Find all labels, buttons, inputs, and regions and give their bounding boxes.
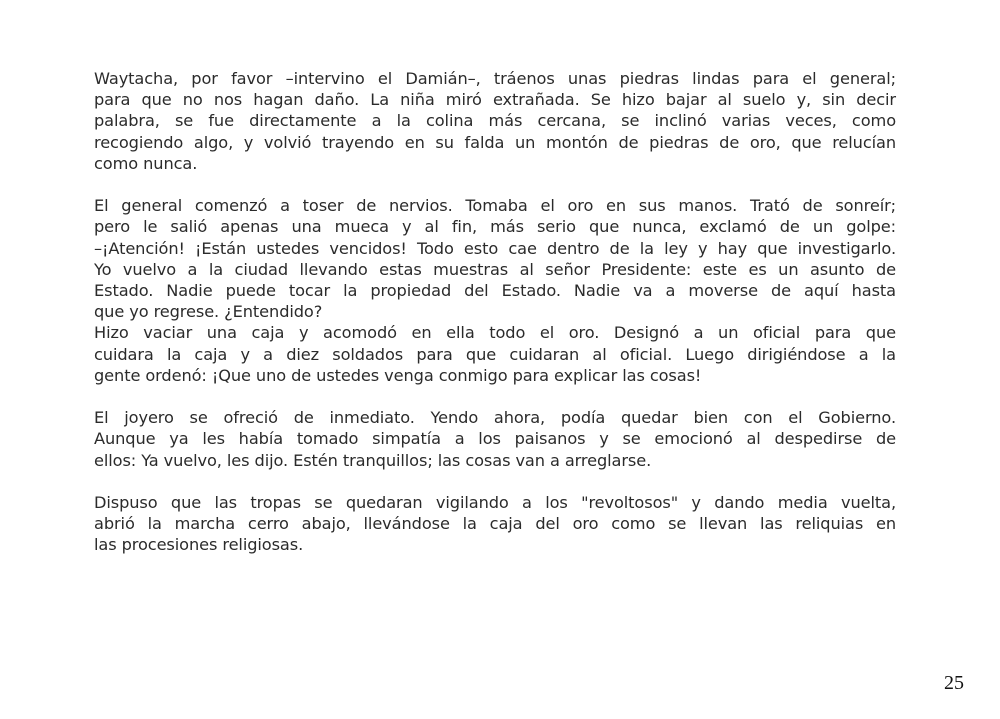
paragraph-1 xyxy=(94,68,896,174)
text-line: ellos: Ya vuelvo, les dijo. Estén tranquillos; las cosas van a arreglarse. xyxy=(94,450,652,470)
text-line: Aunque ya les había tomado simpatía a los paisanos y se emocionó al despedirse de xyxy=(94,429,896,449)
text-line: que yo regrese. ¿Entendido? xyxy=(94,302,323,322)
paragraph-5 xyxy=(94,492,896,556)
text-line: El joyero se ofreció de inmediato. Yendo ahora, podía quedar bien con el Gobierno. xyxy=(94,408,896,428)
paragraph-4 xyxy=(94,407,896,471)
text-line: –¡Atención! ¡Están ustedes vencidos! Todo esto cae dentro de la ley y hay que investigarlo. xyxy=(94,238,896,258)
page-number: 25 xyxy=(944,672,964,694)
text-line: El general comenzó a toser de nervios. Tomaba el oro en sus manos. Trató de sonreír; xyxy=(94,196,896,216)
text-line: Hizo vaciar una caja y acomodó en ella todo el oro. Designó a un oficial para que xyxy=(94,323,896,343)
paragraph-3 xyxy=(94,322,896,386)
text-line: gente ordenó: ¡Que uno de ustedes venga conmigo para explicar las cosas! xyxy=(94,365,702,385)
text-line: Estado. Nadie puede tocar la propiedad del Estado. Nadie va a moverse de aquí hasta xyxy=(94,281,896,301)
body-text xyxy=(94,68,896,577)
text-line: pero le salió apenas una mueca y al fin, más serio que nunca, exclamó de un golpe: xyxy=(94,217,896,237)
text-line: recogiendo algo, y volvió trayendo en su falda un montón de piedras de oro, que relucían xyxy=(94,132,896,152)
paragraph-2 xyxy=(94,195,896,322)
text-line: cuidara la caja y a diez soldados para que cuidaran al oficial. Luego dirigiéndose a la xyxy=(94,344,896,364)
text-line: Yo vuelvo a la ciudad llevando estas muestras al señor Presidente: este es un asunto de xyxy=(94,259,896,279)
text-line: las procesiones religiosas. xyxy=(94,535,304,555)
text-line: Waytacha, por favor –intervino el Damián–, tráenos unas piedras lindas para el general; xyxy=(94,69,896,88)
text-line: abrió la marcha cerro abajo, llevándose la caja del oro como se llevan las reliquias en xyxy=(94,514,896,534)
text-line: como nunca. xyxy=(94,153,198,173)
text-line: Dispuso que las tropas se quedaran vigilando a los "revoltosos" y dando media vuelta, xyxy=(94,493,896,513)
text-line: para que no nos hagan daño. La niña miró extrañada. Se hizo bajar al suelo y, sin decir xyxy=(94,90,896,110)
text-line: palabra, se fue directamente a la colina más cercana, se inclinó varias veces, como xyxy=(94,111,896,131)
